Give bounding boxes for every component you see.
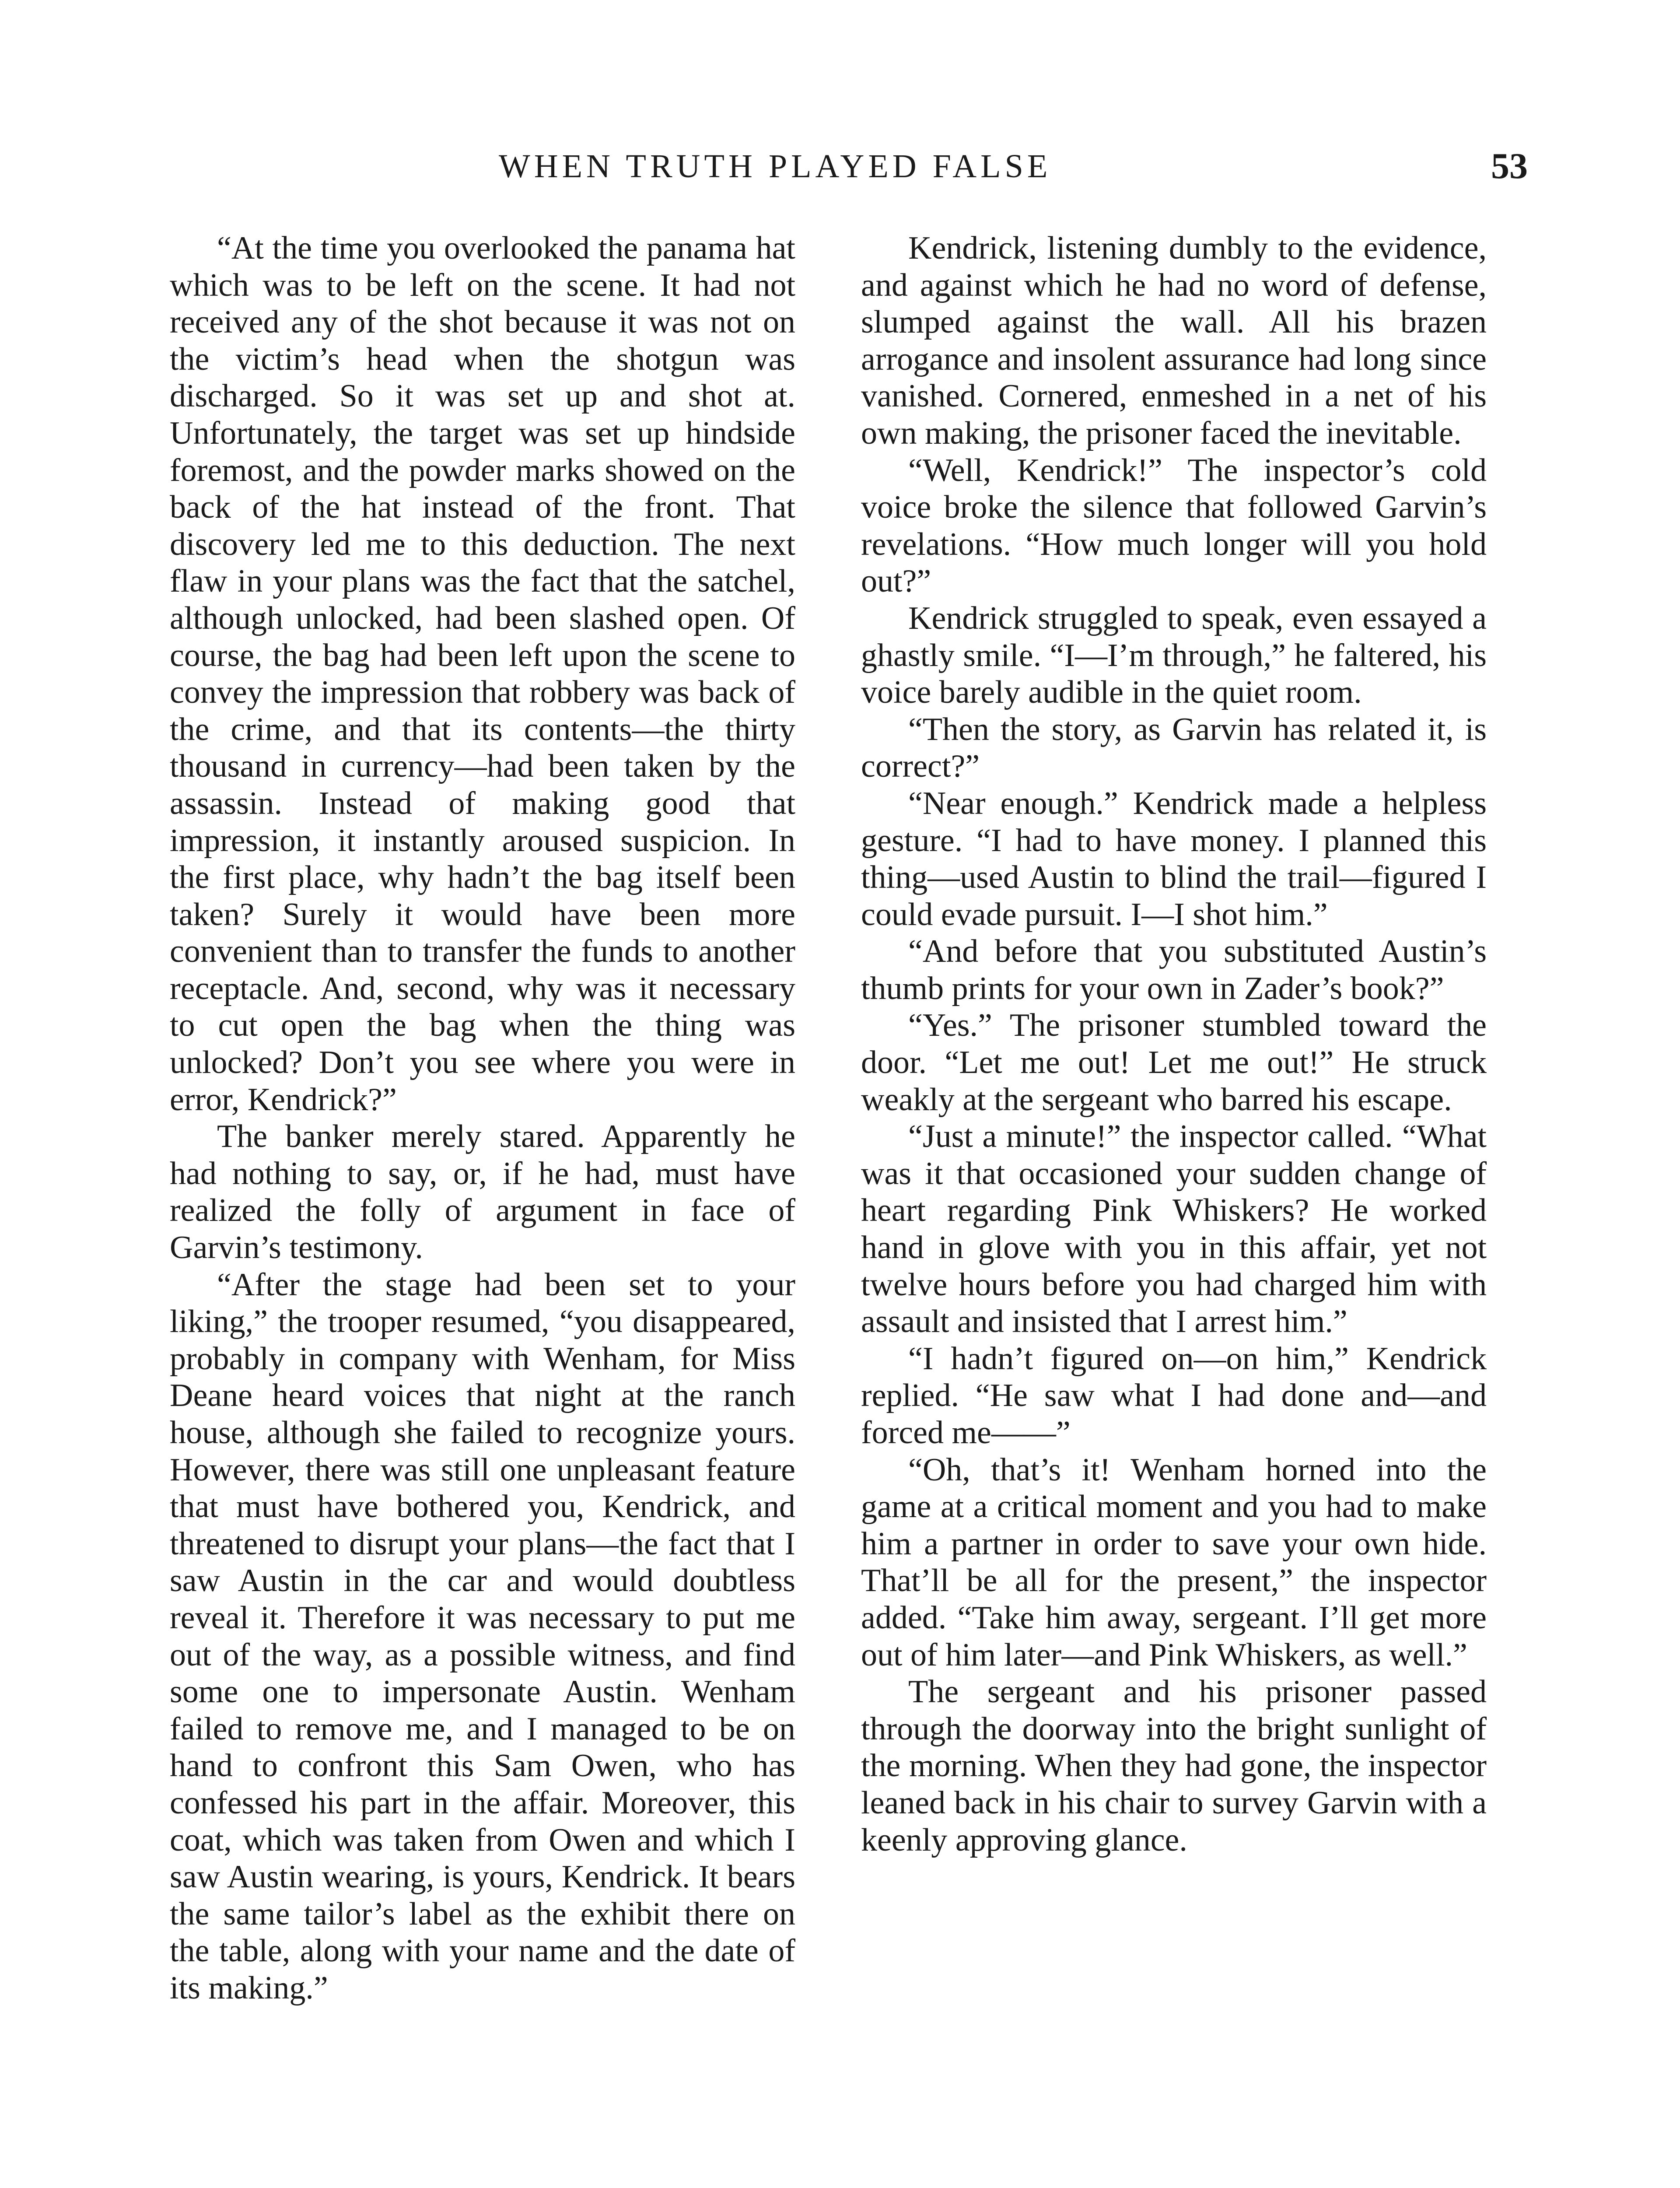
paragraph: “Oh, that’s it! Wenham horned into the game at a critical moment and you had to make him a partner in order to save your own hide. That’ll be all for the present,” the inspector added. “Take him away, sergeant. I’ll get more out of him later—and Pink Whiskers, as well.” [861,1452,1487,1673]
paragraph: “Yes.” The prisoner stumbled toward the door. “Let me out! Let me out!” He struck weakly at the sergeant who barred his escape. [861,1007,1487,1118]
paragraph: “At the time you overlooked the panama hat which was to be left on the scene. It had not received any of the shot because it was not on the victim’s head when the shotgun was discharged. So it was set up and shot at. Unfortunately, the target was set up hindside foremost, and the powder marks showed on the back of the hat instead of the front. That discovery led me to this deduction. The next flaw in your plans was the fact that the satchel, although unlocked, had been slashed open. Of course, the bag had been left upon the scene to convey the impression that robbery was back of the crime, and that its contents—the thirty thousand in currency—had been taken by the assassin. Instead of making good that impression, it instantly aroused suspicion. In the first place, why hadn’t the bag itself been taken? Surely it would have been more convenient than to transfer the funds to another receptacle. And, second, why was it necessary to cut open the bag when the thing was unlocked? Don’t you see where you were in error, Kendrick?” [170,230,795,1118]
paragraph: “And before that you substituted Austin’s thumb prints for your own in Zader’s book?” [861,933,1487,1006]
paragraph: Kendrick struggled to speak, even essayed a ghastly smile. “I—I’m through,” he faltered, his voice barely audible in the quiet room. [861,600,1487,711]
paragraph: “Then the story, as Garvin has related it, is correct?” [861,711,1487,785]
text-column-left [170,230,795,2007]
paragraph: “Well, Kendrick!” The inspector’s cold voice broke the silence that followed Garvin’s revelations. “How much longer will you hold out?” [861,452,1487,600]
paragraph: The banker merely stared. Apparently he had nothing to say, or, if he had, must have realized the folly of argument in face of Garvin’s testimony. [170,1119,795,1266]
page-number: 53 [1491,146,1528,186]
text-column-right [861,230,1487,1858]
paragraph: Kendrick, listening dumbly to the evidence, and against which he had no word of defense, slumped against the wall. All his brazen arrogance and insolent assurance had long since vanished. Cornered, enmeshed in a net of his own making, the prisoner faced the inevitable. [861,230,1487,451]
running-title: WHEN TRUTH PLAYED FALSE [499,148,1052,185]
paragraph: The sergeant and his prisoner passed through the doorway into the bright sunlight of the morning. When they had gone, the inspector leaned back in his chair to survey Garvin with a keenly approving glance. [861,1674,1487,1858]
paragraph: “Just a minute!” the inspector called. “What was it that occasioned your sudden change of heart regarding Pink Whiskers? He worked hand in glove with you in this affair, yet not twelve hours before you had charged him with assault and insisted that I arrest him.” [861,1119,1487,1340]
paragraph: “Near enough.” Kendrick made a helpless gesture. “I had to have money. I planned this thing—used Austin to blind the trail—figured I could evade pursuit. I—I shot him.” [861,785,1487,933]
paragraph: “I hadn’t figured on—on him,” Kendrick replied. “He saw what I had done and—and forced me——” [861,1340,1487,1451]
page-header [0,142,1680,190]
paragraph: “After the stage had been set to your liking,” the trooper resumed, “you disappeared, probably in company with Wenham, for Miss Deane heard voices that night at the ranch house, although she failed to recognize yours. However, there was still one unpleasant feature that must have bothered you, Kendrick, and threatened to disrupt your plans—the fact that I saw Austin in the car and would doubtless reveal it. Therefore it was necessary to put me out of the way, as a possible witness, and find some one to impersonate Austin. Wenham failed to remove me, and I managed to be on hand to confront this Sam Owen, who has confessed his part in the affair. Moreover, this coat, which was taken from Owen and which I saw Austin wearing, is yours, Kendrick. It bears the same tailor’s label as the exhibit there on the table, along with your name and the date of its making.” [170,1266,795,2006]
